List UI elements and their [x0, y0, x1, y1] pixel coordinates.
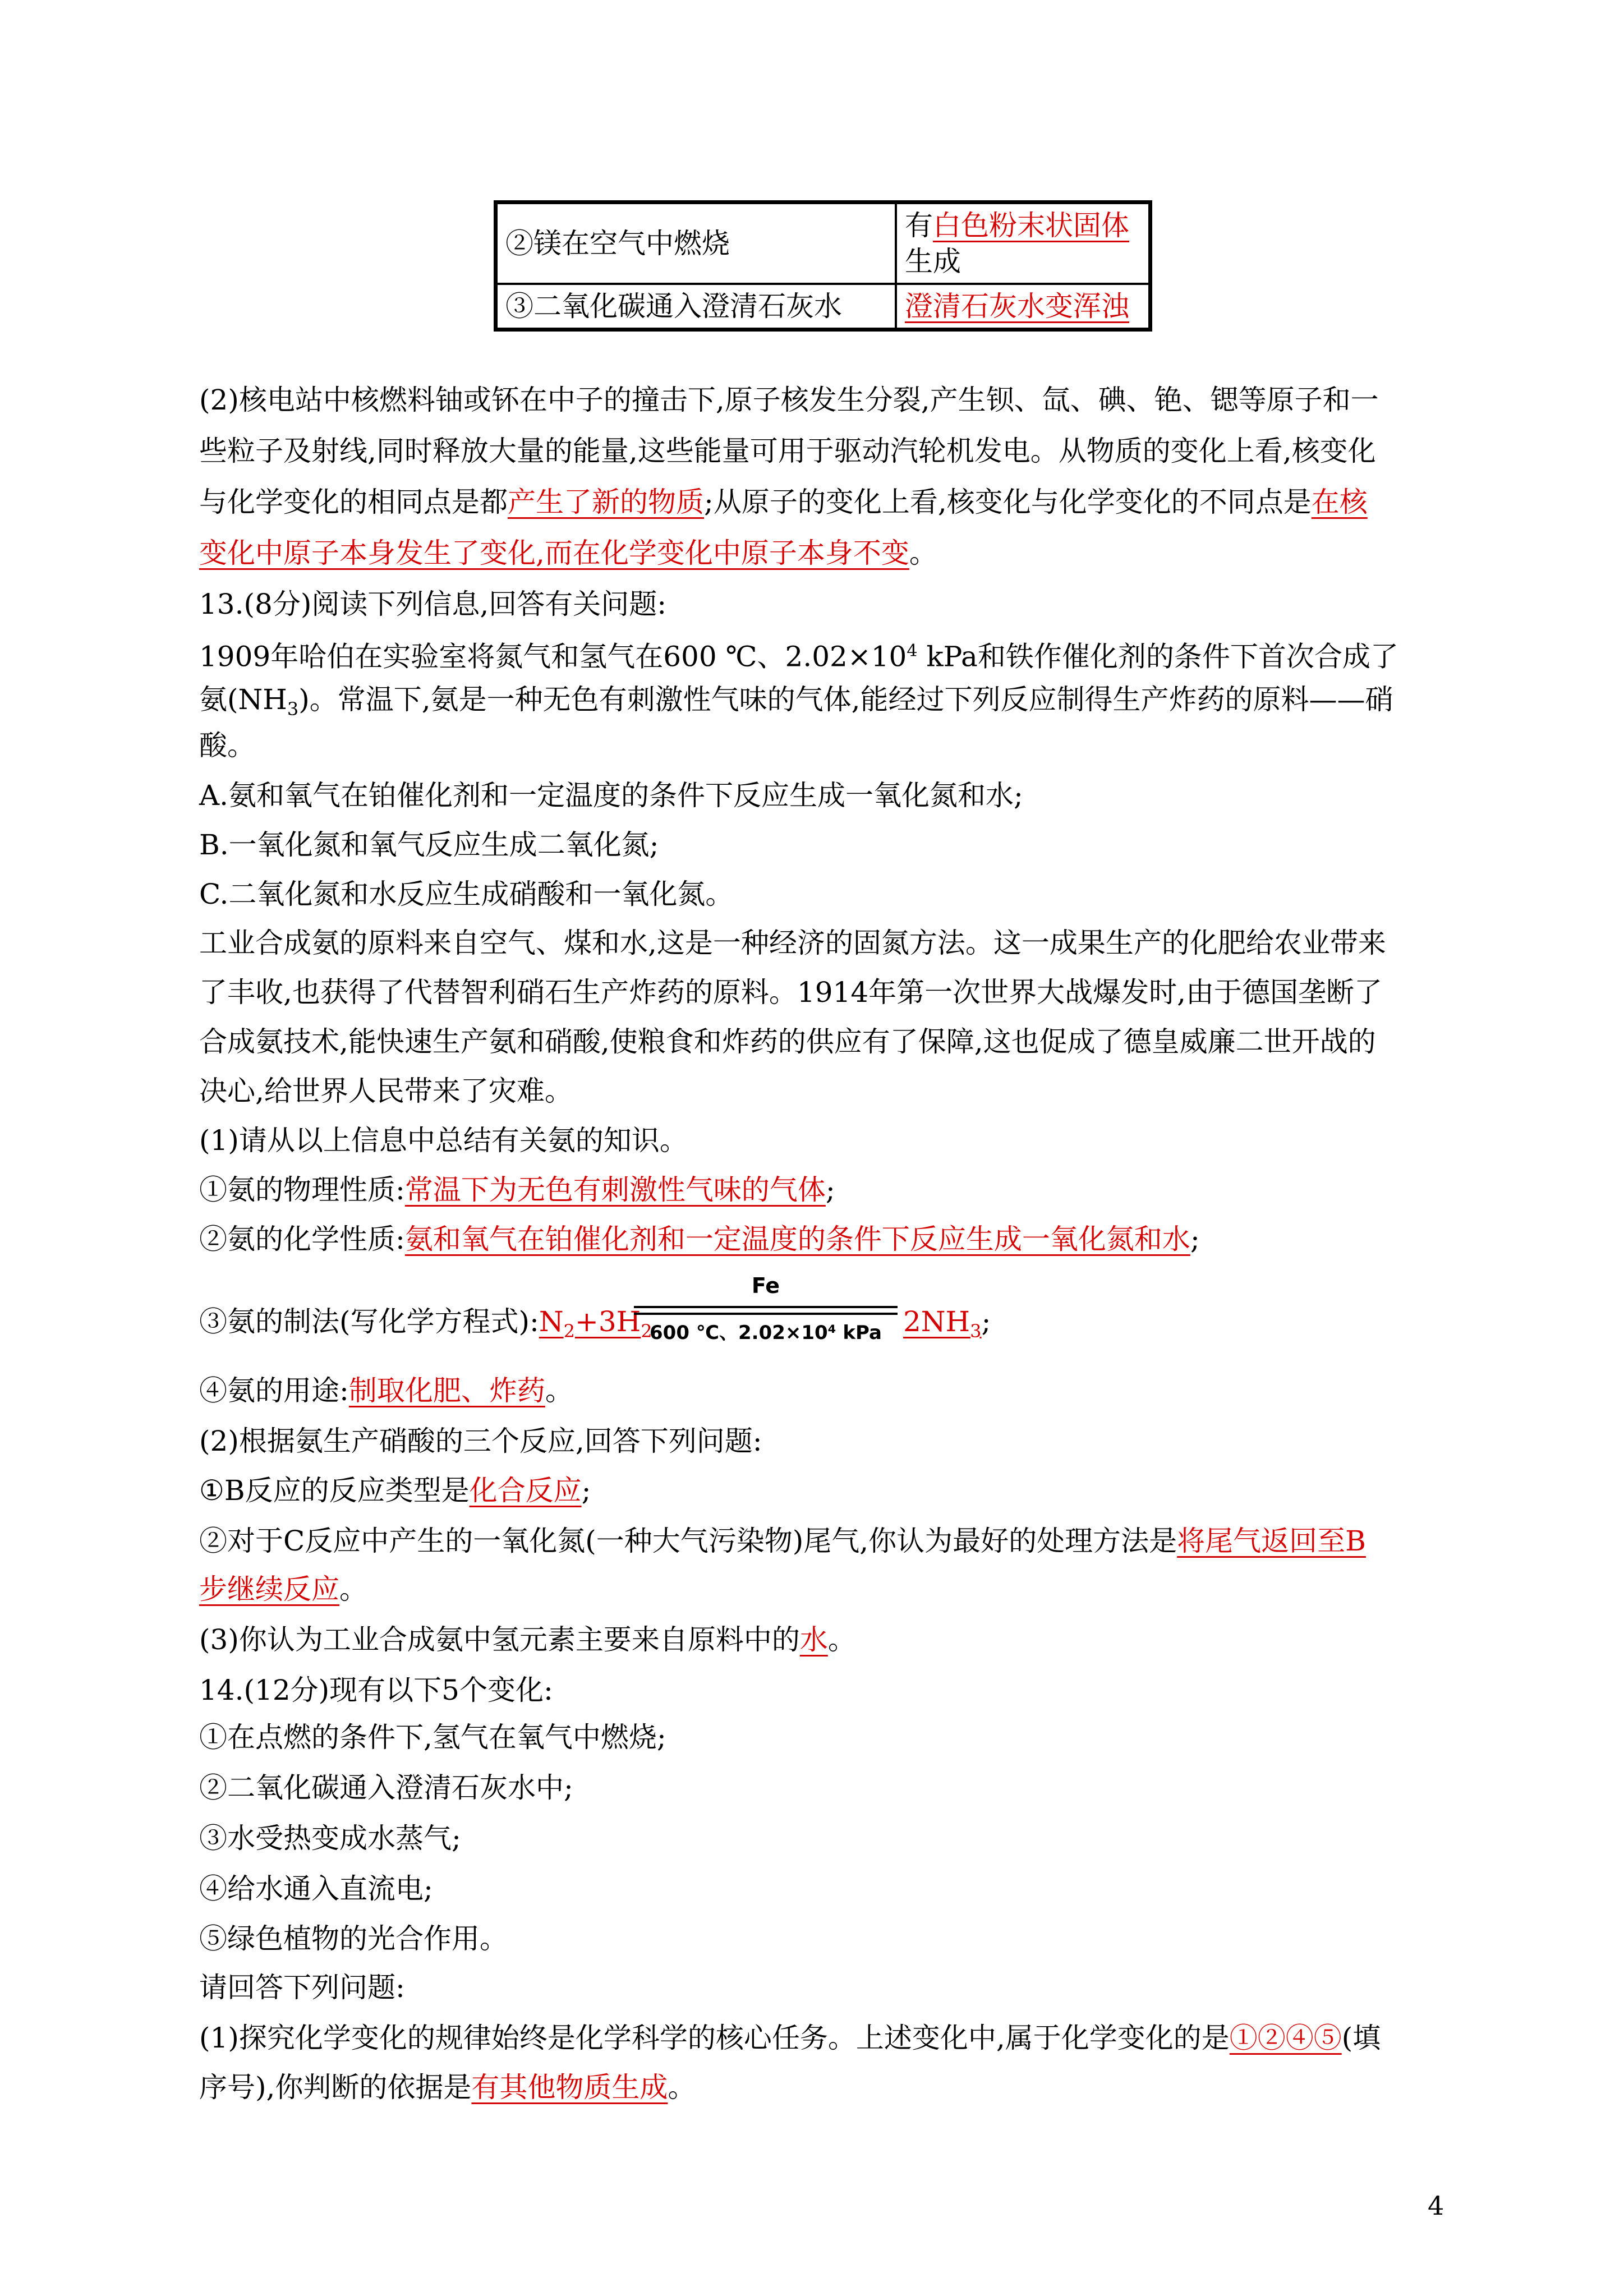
- text: 。: [339, 1573, 367, 1605]
- page-number: 4: [1428, 2191, 1444, 2221]
- q13-para3: 酸。: [199, 729, 255, 762]
- text: 序号),你判断的依据是: [199, 2071, 472, 2104]
- text: ;: [1190, 1223, 1200, 1255]
- q14-item1: ①在点燃的条件下,氢气在氧气中燃烧;: [199, 1721, 666, 1754]
- answer-text: 常温下为无色有刺激性气味的气体: [404, 1174, 826, 1206]
- q13-sub3: [199, 1622, 856, 1657]
- q13-use: [199, 1373, 573, 1408]
- text: 2NH: [903, 1305, 970, 1338]
- q13-chemical-property: [199, 1222, 1200, 1257]
- table-row: [496, 284, 1151, 330]
- observation-prefix: 有: [905, 209, 933, 242]
- text: ②氨的化学性质:: [199, 1223, 405, 1255]
- q13-b-type: [199, 1473, 591, 1508]
- text: kPa和铁作催化剂的条件下首次合成了: [917, 640, 1398, 673]
- text: )。常温下,氨是一种无色有刺激性气味的气体,能经过下列反应制得生产炸药的原料——硝: [298, 683, 1393, 716]
- q13-para2: [199, 682, 1393, 726]
- condition-label: 600 ℃、2.02×10⁴ kPa: [650, 1322, 882, 1344]
- q13-physical-property: [199, 1172, 835, 1207]
- answer-text: 水: [799, 1623, 828, 1656]
- answer-text: 氨和氧气在铂催化剂和一定温度的条件下反应生成一氧化氮和水: [404, 1223, 1190, 1255]
- text: (1)探究化学变化的规律始终是化学科学的核心任务。上述变化中,属于化学变化的是: [199, 2022, 1230, 2054]
- text: ②对于C反应中产生的一氧化氮(一种大气污染物)尾气,你认为最好的处理方法是: [199, 1525, 1177, 1557]
- q13-heading: 13.(8分)阅读下列信息,回答有关问题:: [199, 588, 667, 620]
- text: 。: [827, 1623, 856, 1656]
- q13-c-treatment: [199, 1524, 1366, 1558]
- text: 。: [668, 2071, 696, 2104]
- q13-para4: 工业合成氨的原料来自空气、煤和水,这是一种经济的固氮方法。这一成果生产的化肥给农业带来: [199, 927, 1386, 959]
- q13-equation-product: [903, 1304, 991, 1349]
- equals-bar: [634, 1313, 898, 1315]
- q14-item3: ③水受热变成水蒸气;: [199, 1822, 461, 1855]
- q13-para1: [199, 634, 1398, 674]
- answer-text: 将尾气返回至B: [1177, 1525, 1366, 1557]
- q13-para6: 合成氨技术,能快速生产氨和硝酸,使粮食和炸药的供应有了保障,这也促成了德皇威廉二世开战的: [199, 1025, 1376, 1058]
- answer-text: 澄清石灰水变浑浊: [905, 290, 1129, 323]
- text: ;: [581, 1474, 591, 1507]
- text: 1909年哈伯在实验室将氮气和氢气在600 ℃、2.02×10: [199, 640, 907, 673]
- table-cell-phenomenon: ②镁在空气中燃烧: [496, 203, 896, 284]
- q12-2-line4: [199, 536, 937, 570]
- q13-reaction-c: C.二氧化氮和水反应生成硝酸和一氧化氮。: [199, 878, 734, 910]
- q12-2-line2: 些粒子及射线,同时释放大量的能量,这些能量可用于驱动汽轮机发电。从物质的变化上看,核变化: [199, 435, 1376, 467]
- text: N: [539, 1305, 564, 1338]
- answer-text: 制取化肥、炸药: [348, 1374, 545, 1407]
- text: ;: [981, 1305, 991, 1338]
- answer-text: 变化中原子本身发生了变化,而在化学变化中原子本身不变: [199, 537, 909, 569]
- q14-sub1: [199, 2021, 1381, 2055]
- text: 。: [545, 1374, 573, 1407]
- q14-item5: ⑤绿色植物的光合作用。: [199, 1922, 508, 1955]
- q13-sub2: (2)根据氨生产硝酸的三个反应,回答下列问题:: [199, 1425, 762, 1457]
- text: 。: [909, 537, 937, 569]
- q12-2-line1: (2)核电站中核燃料铀或钚在中子的撞击下,原子核发生分裂,产生钡、氙、碘、铯、锶等原子和一: [199, 384, 1379, 416]
- text: +3H: [574, 1305, 641, 1338]
- text: (填: [1341, 2022, 1381, 2054]
- table-cell-phenomenon: ③二氧化碳通入澄清石灰水: [496, 284, 896, 330]
- experiment-table: [494, 200, 1152, 332]
- answer-text: 化合反应: [469, 1474, 582, 1507]
- q12-2-line3: [199, 485, 1368, 519]
- subscript: 2: [641, 1320, 652, 1342]
- text: 氨(NH: [199, 683, 287, 716]
- catalyst-label: Fe: [751, 1273, 780, 1298]
- q14-item2: ②二氧化碳通入澄清石灰水中;: [199, 1772, 573, 1804]
- reaction-equals-sign: [634, 1273, 898, 1344]
- q13-para7: 决心,给世界人民带来了灾难。: [199, 1075, 573, 1107]
- answer-text: 步继续反应: [199, 1573, 339, 1605]
- q13-para5: 了丰收,也获得了代替智利硝石生产炸药的原料。1914年第一次世界大战爆发时,由于德国垄断了: [199, 976, 1383, 1009]
- q13-reaction-a: A.氨和氧气在铂催化剂和一定温度的条件下反应生成一氧化氮和水;: [199, 779, 1023, 812]
- answer-text: 产生了新的物质: [508, 486, 704, 518]
- text: ;: [825, 1174, 835, 1206]
- q14-sub1-cont: [199, 2070, 696, 2105]
- q14-ask: 请回答下列问题:: [199, 1971, 405, 2004]
- subscript: 3: [970, 1320, 982, 1342]
- q13-reaction-b: B.一氧化氮和氧气反应生成二氧化氮;: [199, 829, 659, 861]
- answer-text: 有其他物质生成: [471, 2071, 668, 2104]
- q14-heading: 14.(12分)现有以下5个变化:: [199, 1674, 553, 1706]
- answer-text: 在核: [1311, 486, 1368, 518]
- q13-c-treatment-cont: [199, 1572, 367, 1607]
- text: (3)你认为工业合成氨中氢元素主要来自原料中的: [199, 1623, 800, 1656]
- answer-text: 白色粉末状固体: [933, 209, 1129, 242]
- table-cell-observation: [896, 284, 1151, 330]
- superscript: 4: [907, 641, 918, 661]
- table-cell-observation: [896, 203, 1151, 284]
- text: ④氨的用途:: [199, 1374, 349, 1407]
- text: ③氨的制法(写化学方程式):: [199, 1305, 539, 1338]
- subscript: 2: [563, 1320, 575, 1342]
- text: 与化学变化的相同点是都: [199, 486, 508, 518]
- equals-bar: [634, 1306, 898, 1308]
- observation-suffix: 生成: [905, 245, 961, 278]
- text: ①B反应的反应类型是: [199, 1474, 470, 1507]
- text: ①氨的物理性质:: [199, 1174, 405, 1206]
- q14-item4: ④给水通入直流电;: [199, 1872, 433, 1905]
- subscript: 3: [287, 698, 299, 720]
- answer-text: [903, 1305, 982, 1342]
- table-row: [496, 203, 1151, 284]
- answer-text: ①②④⑤: [1229, 2022, 1342, 2054]
- text: ;从原子的变化上看,核变化与化学变化的不同点是: [704, 486, 1312, 518]
- q13-sub1: (1)请从以上信息中总结有关氨的知识。: [199, 1124, 688, 1157]
- q13-preparation: [199, 1304, 652, 1349]
